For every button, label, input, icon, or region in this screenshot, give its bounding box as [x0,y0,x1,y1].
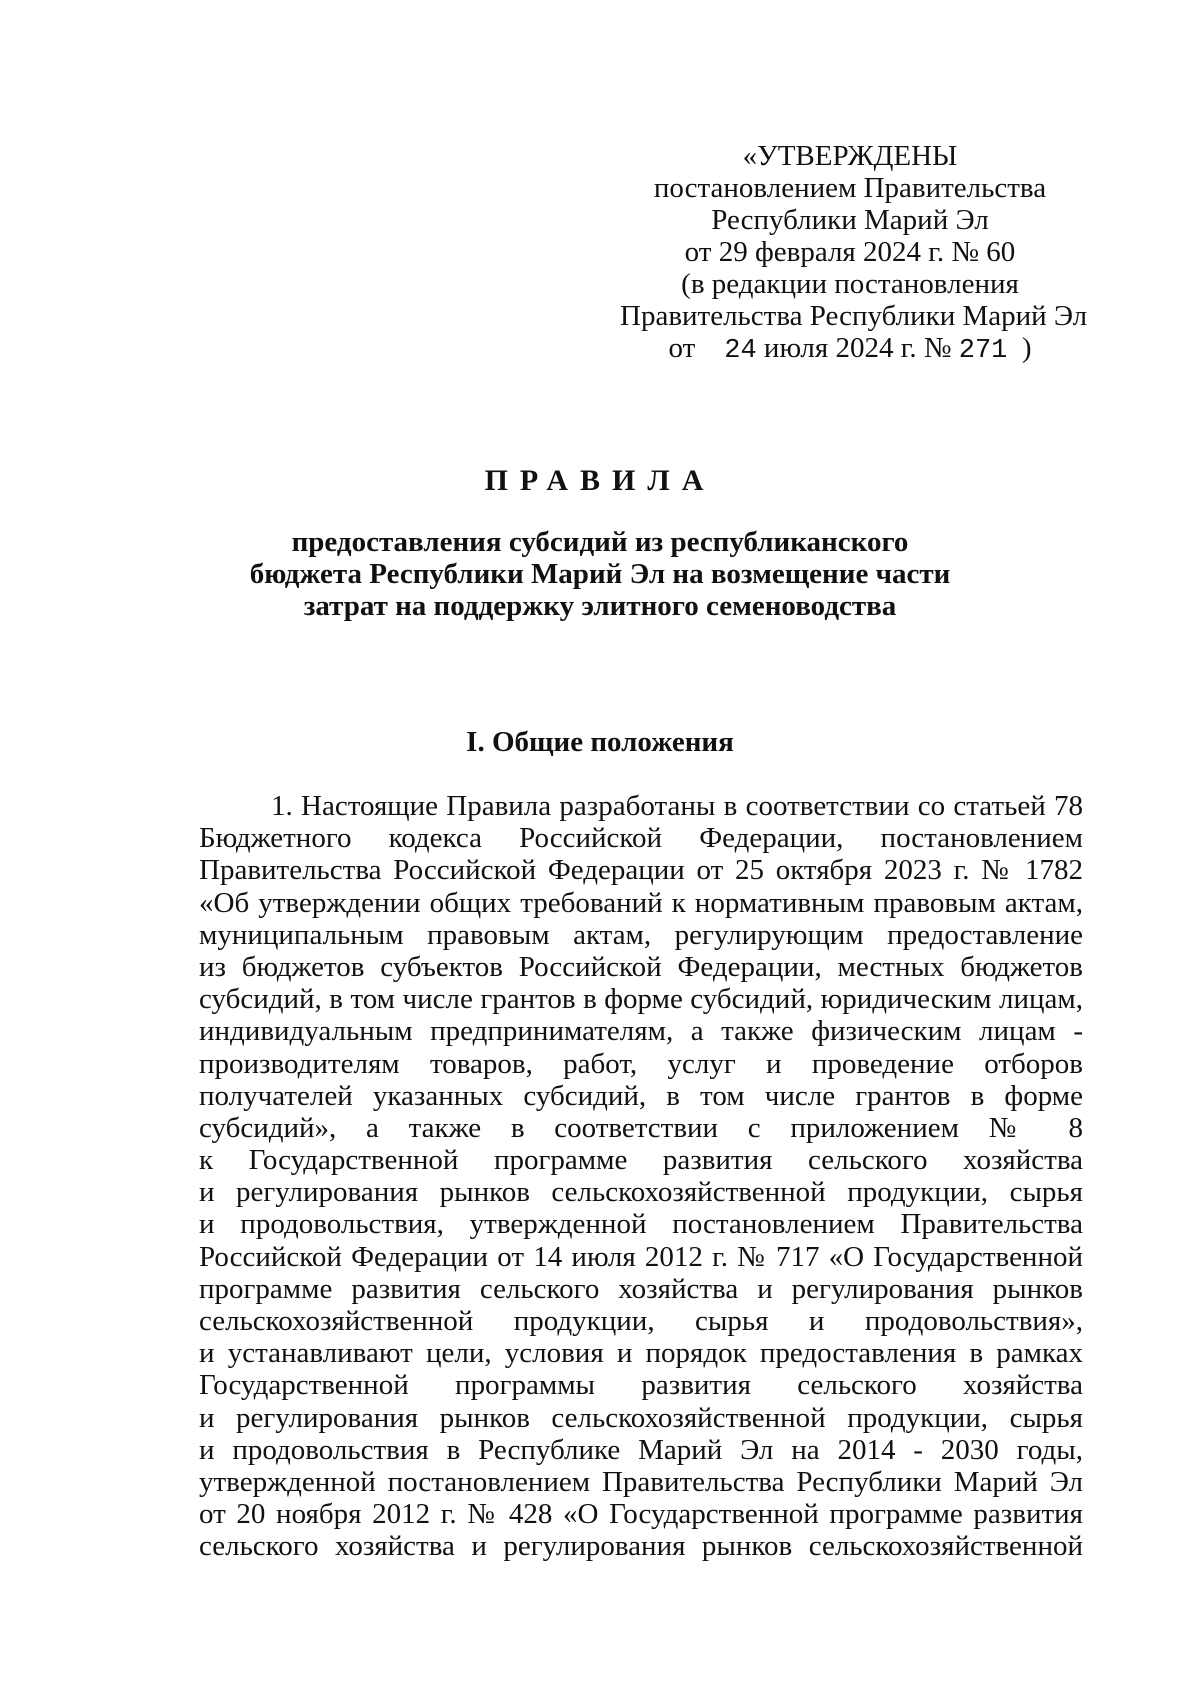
approval-date-middle: июля 2024 г. № [763,332,952,364]
approval-date-suffix: ) [1021,332,1032,364]
paragraph-line: к Государственной программе развития сельского хозяйства [199,1144,1083,1177]
approval-line-7 [620,332,1080,367]
paragraph-line: Российской Федерации от 14 июля 2012 г. № 717 «О Государственной [199,1240,1083,1273]
section-body-paragraph [199,790,1083,1563]
paragraph-line: и регулирования рынков сельскохозяйственной продукции, сырья [199,1401,1083,1434]
approval-doc-number: 271 [958,336,1008,366]
paragraph-line: сельского хозяйства и регулирования рынков сельскохозяйственной [199,1530,1083,1563]
paragraph-line: утвержденной постановлением Правительства Республики Марий Эл [199,1465,1083,1498]
approval-date-prefix: от [668,332,696,364]
paragraph-line: и устанавливают цели, условия и порядок предоставления в рамках [199,1337,1083,1370]
paragraph-line: Государственной программы развития сельского хозяйства [199,1369,1083,1402]
approval-line-2: постановлением Правительства [653,172,1047,204]
paragraph-line: программе развития сельского хозяйства и регулирования рынков [199,1272,1083,1305]
subtitle-line-3: затрат на поддержку элитного семеноводства [303,590,897,622]
paragraph-line: Правительства Российской Федерации от 25 октября 2023 г. № 1782 [199,854,1083,887]
approval-line-4: от 29 февраля 2024 г. № 60 [684,236,1016,268]
paragraph-line: и регулирования рынков сельскохозяйственной продукции, сырья [199,1176,1083,1209]
paragraph-line: из бюджетов субъектов Российской Федерации, местных бюджетов [199,950,1083,983]
paragraph-line: получателей указанных субсидий, в том числе грантов в форме [199,1079,1083,1112]
paragraph-line: от 20 ноября 2012 г. № 428 «О Государственной программе развития [199,1498,1083,1531]
paragraph-line: производителям товаров, работ, услуг и проведение отборов [199,1047,1083,1080]
paragraph-line: Бюджетного кодекса Российской Федерации, постановлением [199,822,1083,855]
paragraph-line: «Об утверждении общих требований к нормативным правовым актам, [199,886,1083,919]
subtitle-line-2: бюджета Республики Марий Эл на возмещение части [249,558,951,590]
paragraph-line: индивидуальным предпринимателям, а также физическим лицам - [199,1015,1083,1048]
approval-date-day: 24 [724,336,757,366]
paragraph-line: 1. Настоящие Правила разработаны в соответствии со статьей 78 [271,790,1083,822]
paragraph-line: и продовольствия, утвержденной постановлением Правительства [199,1208,1083,1241]
approval-line-1: «УТВЕРЖДЕНЫ [742,140,958,172]
paragraph-line: сельскохозяйственной продукции, сырья и продовольствия», [199,1305,1083,1337]
subtitle-line-1: предоставления субсидий из республиканского [291,526,909,558]
paragraph-line: и продовольствия в Республике Марий Эл на 2014 - 2030 годы, [199,1433,1083,1466]
document-subtitle [200,526,1000,622]
approval-line-5: (в редакции постановления [681,268,1019,300]
document-title: ПРАВИЛА [484,464,716,497]
paragraph-line: субсидий», а также в соответствии с приложением № 8 [199,1111,1083,1144]
paragraph-line: субсидий, в том числе грантов в форме субсидий, юридическим лицам, [199,983,1083,1016]
section-heading: I. Общие положения [466,726,734,758]
paragraph-line: муниципальным правовым актам, регулирующим предоставление [199,918,1083,951]
approval-line-6: Правительства Республики Марий Эл [620,300,1088,332]
approval-line-3: Республики Марий Эл [711,204,989,236]
approval-stamp-block [620,140,1088,367]
